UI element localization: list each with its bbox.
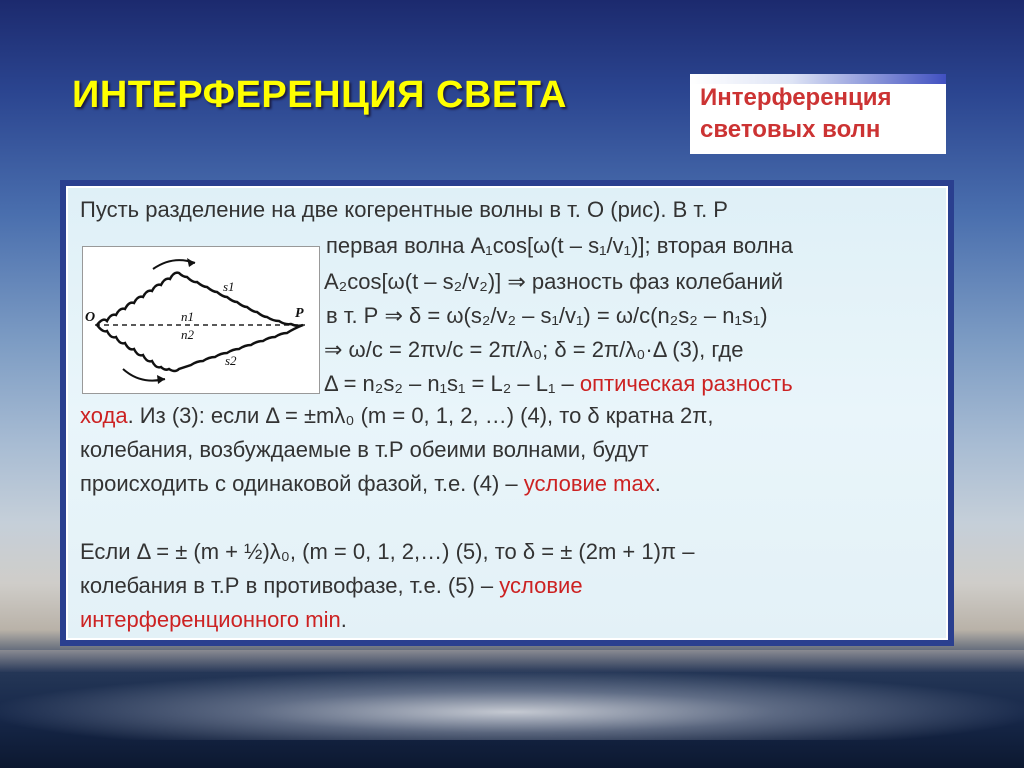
upper-arrowhead — [187, 258, 195, 267]
path-s1 — [97, 273, 303, 326]
body-line-5: ⇒ ω/c = 2πν/c = 2π/λ₀; δ = 2π/λ₀·Δ (3), где — [324, 337, 744, 362]
body-line-6 — [324, 368, 793, 400]
label-n2: n2 — [181, 327, 194, 342]
body-line-12b: . — [340, 607, 347, 632]
body-line-4: в т. Р ⇒ δ = ω(s₂/v₂ – s₁/v₁) = ω/c(n₂s₂ – n₁s₁) — [326, 303, 768, 328]
body-line-7b: . Из (3): если Δ = ±mλ₀ (m = 0, 1, 2, …) (4), то δ кратна 2π, — [127, 403, 714, 428]
label-n1: n1 — [181, 309, 194, 324]
cloud-band — [0, 650, 1024, 672]
sea-background — [0, 650, 1024, 768]
interference-figure — [82, 246, 320, 394]
label-o: O — [85, 310, 96, 325]
body-line-3: A₂cos[ω(t – s₂/v₂)] ⇒ разность фаз колебаний — [324, 269, 784, 294]
side-note-box — [690, 74, 946, 154]
side-note-line-1: Интерференция — [700, 84, 892, 111]
body-line-9a: происходить с одинаковой фазой, т.е. (4) – — [80, 471, 524, 496]
label-s1: s1 — [223, 279, 235, 294]
body-line-7 — [80, 400, 714, 432]
body-line-10: Если Δ = ± (m + ½)λ₀, (m = 0, 1, 2,…) (5), то δ = ± (2m + 1)π – — [80, 539, 695, 564]
body-line-1: Пусть разделение на две когерентные волны в т. О (рис). В т. Р — [80, 197, 728, 222]
body-line-11a: колебания в т.Р в противофазе, т.е. (5) – — [80, 573, 500, 598]
slide-title: ИНТЕРФЕРЕНЦИЯ СВЕТА — [72, 74, 568, 116]
path-s2 — [97, 325, 303, 371]
content-panel-inner — [66, 186, 948, 640]
sun-glow — [0, 670, 1024, 740]
term-hoda: хода — [80, 403, 128, 428]
interference-diagram — [83, 247, 319, 393]
body-line-2: первая волна A₁cos[ω(t – s₁/v₁)]; вторая волна — [326, 233, 793, 258]
term-min-condition-1: условие — [499, 573, 583, 598]
body-line-11 — [80, 570, 583, 602]
term-max-condition: условие max — [523, 471, 655, 496]
body-line-8: колебания, возбуждаемые в т.Р обеими волнами, будут — [80, 437, 649, 462]
body-line-12 — [80, 604, 347, 636]
term-min-condition-2: интерференционного min — [80, 607, 341, 632]
label-p: P — [295, 306, 304, 321]
side-note-line-2: световых волн — [700, 116, 881, 143]
body-line-9 — [80, 468, 661, 500]
lower-arrowhead — [157, 375, 165, 384]
body-line-9c: . — [654, 471, 661, 496]
content-panel — [60, 180, 954, 646]
term-optical-path-difference: оптическая разность — [579, 371, 793, 396]
body-line-6a: Δ = n₂s₂ – n₁s₁ = L₂ – L₁ – — [324, 371, 580, 396]
label-s2: s2 — [225, 353, 237, 368]
